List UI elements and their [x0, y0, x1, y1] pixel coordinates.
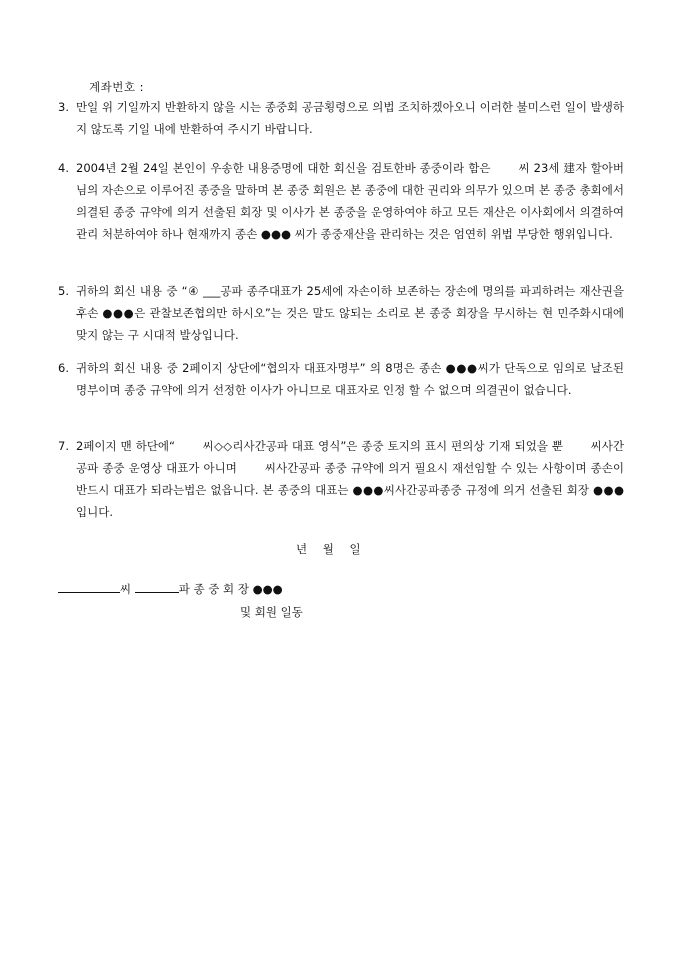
date-line: 년 월 일	[296, 542, 361, 556]
paragraph-7	[58, 435, 624, 523]
members-line: 및 회원 일동	[240, 605, 303, 619]
signature-suffix-1: 씨	[120, 582, 132, 596]
account-number-label: 계좌번호 :	[89, 80, 144, 94]
paragraph-text: 만일 위 기일까지 반환하지 않을 시는 종중회 공금횡령으로 의법 조치하겠아오니 이러한 불미스런 일이 발생하지 않도록 기일 내에 반환하여 주시기 바랍니다.	[76, 100, 624, 136]
paragraph-number: 3.	[58, 100, 69, 114]
paragraph-number: 4.	[58, 161, 69, 175]
paragraph-text: 2004년 2월 24일 본인이 우송한 내용증명에 대한 회신을 검토한바 종중이라 함은 씨 23세 建자 할아버님의 자손으로 이루어진 종중을 말하며 본 종중 회원은 본 종중에 대한 권리와 의무가 있으며 본 종중 총회에서 의결된 종중 규약에 의거 선출된 회장 및 이사가 본 종중을 운영하여야 하고 모든 재산은 이사회에서 의결하여 관리 처분하여야 하나 현재까지 종손 ●●● 씨가 종중재산을 관리하는 것은 엄연히 위법 부당한 행위입니다.	[76, 161, 624, 241]
paragraph-4	[58, 157, 624, 245]
paragraph-number: 6.	[58, 361, 69, 375]
paragraph-number: 5.	[58, 284, 69, 298]
paragraph-5	[58, 280, 624, 346]
signature-suffix-2: 파 종 중 회 장 ●●●	[178, 582, 283, 596]
paragraph-text: 2페이지 맨 하단에“ 씨◇◇리사간공파 대표 영식”은 종중 토지의 표시 편의상 기재 되었을 뿐 씨사간공파 종중 운영상 대표가 아니며 씨사간공파 종중 규약에 의거 필요시 재선임할 수 있는 사항이며 종손이 반드시 대표가 되라는법은 없읍니다. 본 종중의 대표는 ●●●씨사간공파종중 규정에 의거 선출된 회장 ●●● 입니다.	[76, 439, 624, 519]
clan-blank	[135, 580, 179, 593]
name-blank	[58, 580, 120, 593]
paragraph-3	[58, 96, 624, 140]
paragraph-text: 귀하의 회신 내용 중 2페이지 상단에“협의자 대표자명부” 의 8명은 종손 ●●●씨가 단독으로 임의로 날조된 명부이며 종중 규약에 의거 선정한 이사가 아니므로 대표자로 인정 할 수 없으며 의결권이 없습니다.	[76, 361, 624, 397]
signature-line	[58, 580, 283, 597]
paragraph-number: 7.	[58, 439, 69, 453]
paragraph-text: 귀하의 회신 내용 중 “④ ___공파 종주대표가 25세에 자손이하 보존하는 장손에 명의를 파괴하려는 재산권을 후손 ●●●은 관찰보존협의만 하시오”는 것은 말도 않되는 소리로 본 종중 회장을 무시하는 현 민주화시대에 맞지 않는 구 시대적 발상입니다.	[76, 284, 624, 342]
paragraph-6	[58, 357, 624, 401]
